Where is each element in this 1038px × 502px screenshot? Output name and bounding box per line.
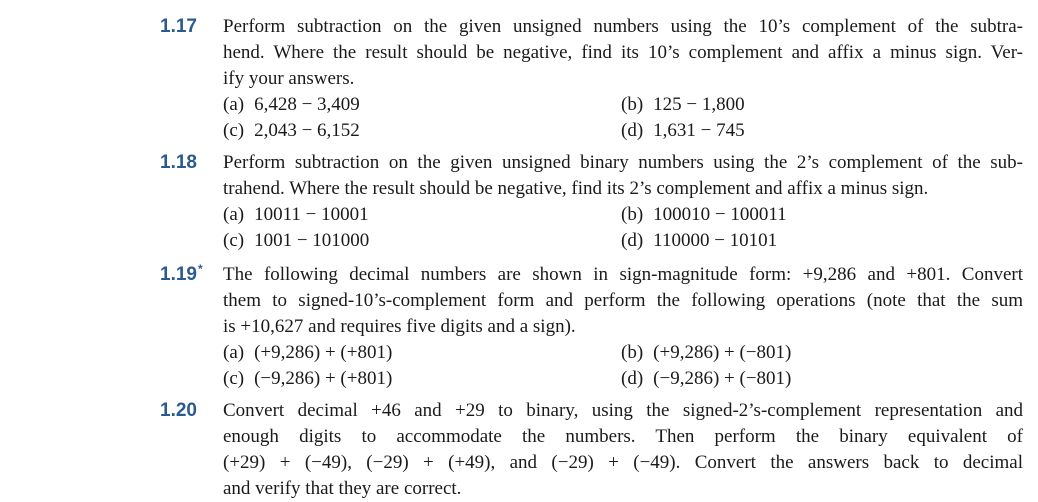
statement-line: Perform subtraction on the given unsigned numbers using the 10’s complement of the subtra-: [223, 16, 1023, 37]
part-d: (d) 110000 − 10101: [621, 230, 778, 251]
asterisk-mark: *: [197, 261, 203, 276]
statement-line: is +10,627 and requires five digits and a sign).: [223, 316, 576, 337]
part-a: (a) 6,428 − 3,409: [223, 94, 360, 115]
problem-statement: [223, 262, 1023, 340]
problem-statement: [223, 14, 1023, 92]
part-c: (c) 2,043 − 6,152: [223, 120, 360, 141]
part-d: (d) (−9,286) + (−801): [621, 368, 792, 389]
part-c: (c) 1001 − 101000: [223, 230, 370, 251]
statement-line: them to signed-10’s-complement form and perform the following operations (note that the sum: [223, 290, 1023, 311]
statement-line: trahend. Where the result should be negative, find its 2’s complement and affix a minus sign.: [223, 178, 929, 199]
part-a: (a) 10011 − 10001: [223, 204, 369, 225]
part-b: (b) 100010 − 100011: [621, 204, 787, 225]
statement-line: Convert decimal +46 and +29 to binary, using the signed-2’s-complement representation and: [223, 400, 1023, 421]
part-c: (c) (−9,286) + (+801): [223, 368, 393, 389]
part-d: (d) 1,631 − 745: [621, 120, 745, 141]
statement-line: hend. Where the result should be negative, find its 10’s complement and affix a minus sign. Ver-: [223, 42, 1023, 63]
problem-number: 1.19*: [160, 261, 203, 285]
statement-line: ify your answers.: [223, 68, 355, 89]
part-b: (b) (+9,286) + (−801): [621, 342, 792, 363]
statement-line: and verify that they are correct.: [223, 478, 462, 499]
problem-statement: [223, 150, 1023, 202]
problem-number: 1.18: [160, 152, 197, 173]
statement-line: Perform subtraction on the given unsigned binary numbers using the 2’s complement of the sub-: [223, 152, 1023, 173]
statement-line: enough digits to accommodate the numbers. Then perform the binary equivalent of: [223, 426, 1023, 447]
statement-line: The following decimal numbers are shown in sign-magnitude form: +9,286 and +801. Convert: [223, 264, 1023, 285]
problem-number: 1.20: [160, 400, 197, 421]
part-b: (b) 125 − 1,800: [621, 94, 745, 115]
problem-number: 1.17: [160, 16, 197, 37]
statement-line: (+29) + (−49), (−29) + (+49), and (−29) + (−49). Convert the answers back to decimal: [223, 452, 1023, 473]
problem-statement: [223, 398, 1023, 502]
part-a: (a) (+9,286) + (+801): [223, 342, 393, 363]
